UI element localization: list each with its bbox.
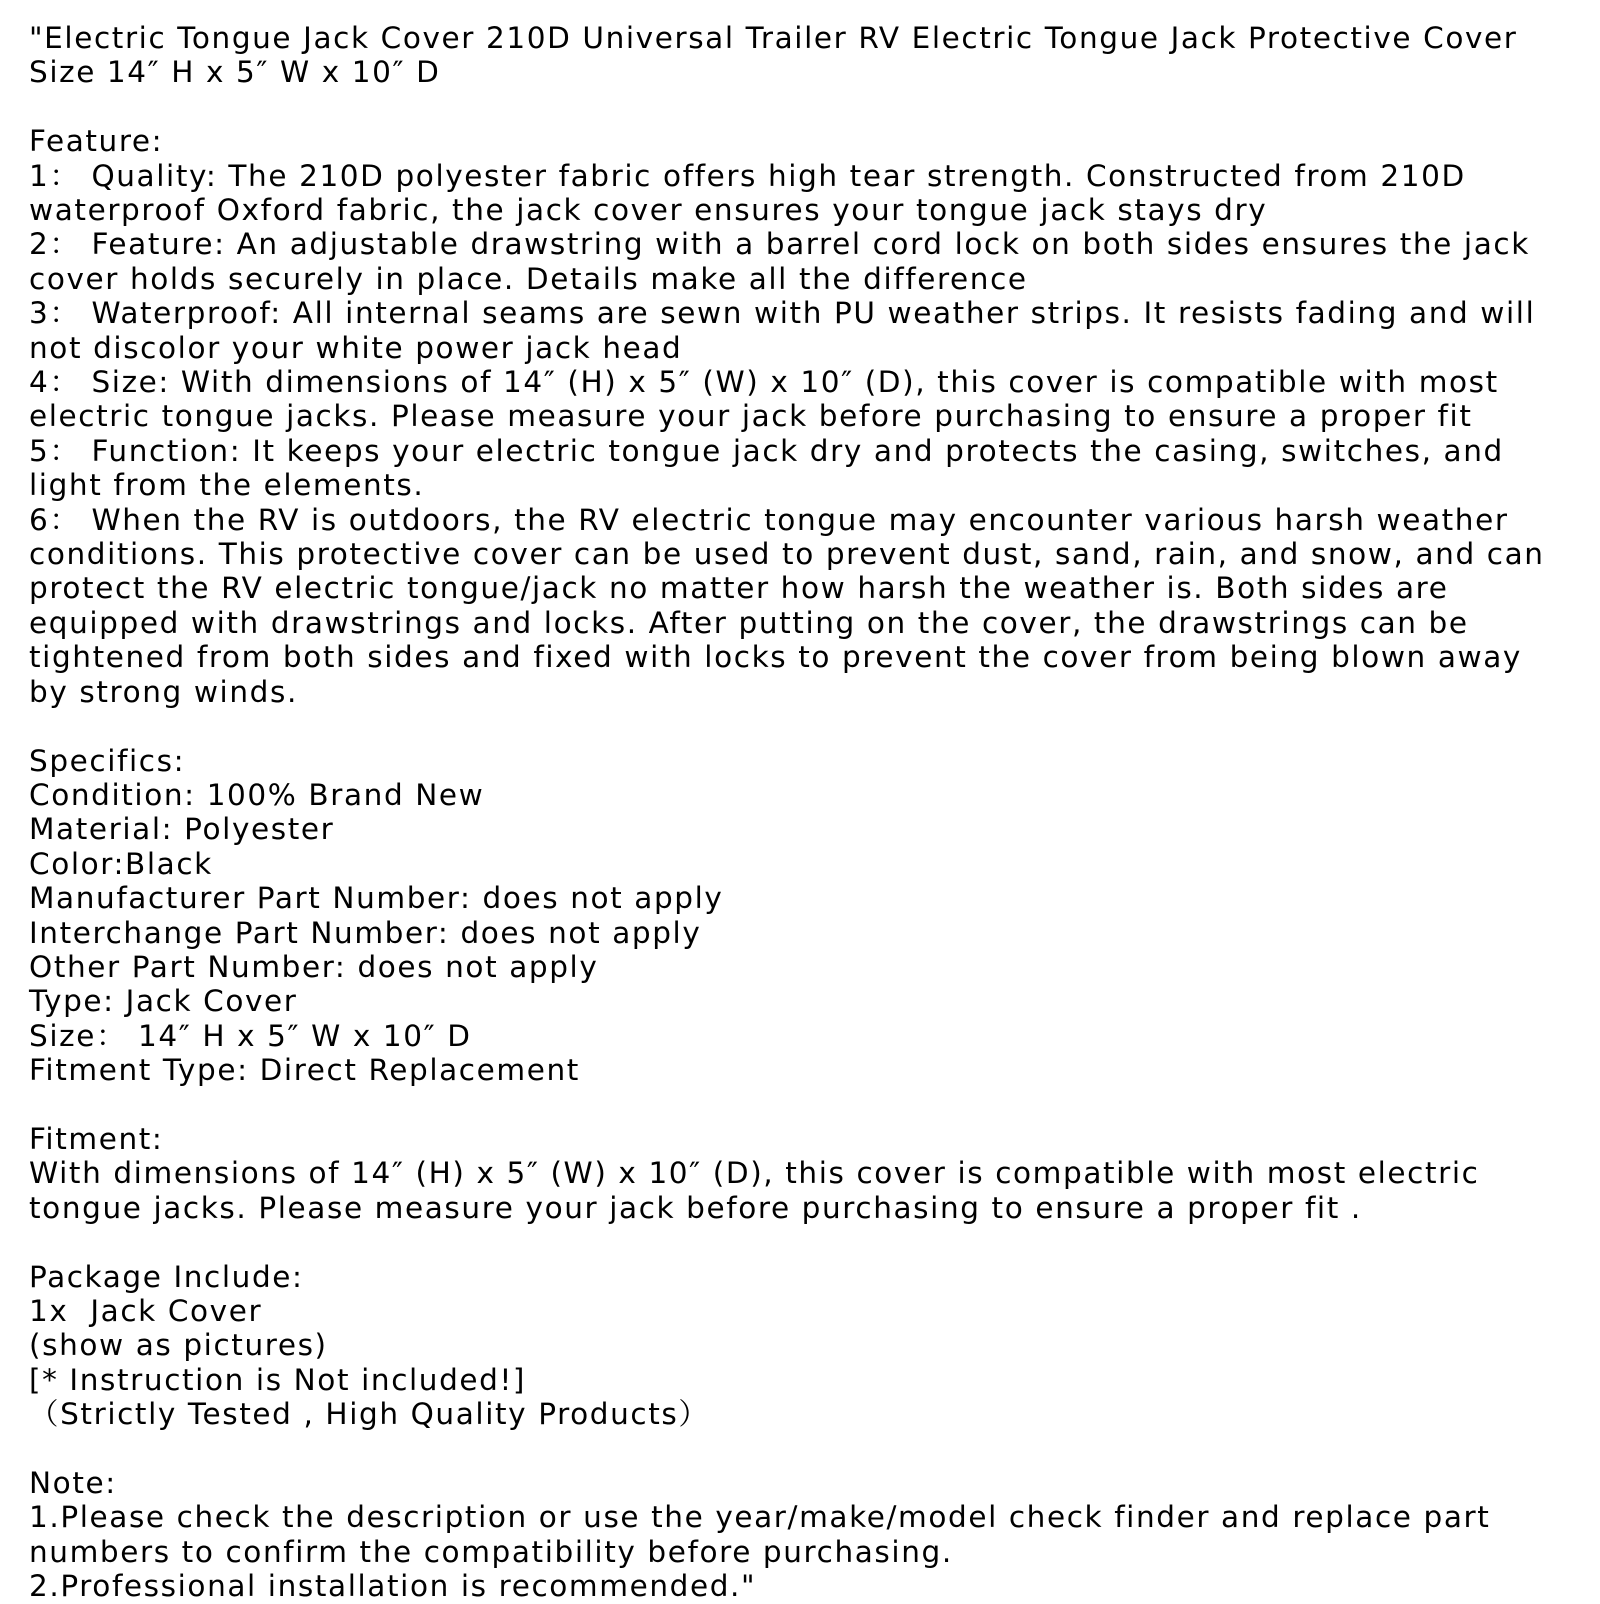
product-description (29, 21, 1589, 1604)
package-line: （Strictly Tested , High Quality Products） (29, 1397, 710, 1432)
note-line: numbers to confirm the compatibility before purchasing. (29, 1534, 953, 1569)
feature-line: tightened from both sides and fixed with locks to prevent the cover from being blown away (29, 640, 1522, 675)
package-line: (show as pictures) (29, 1328, 328, 1363)
feature-line: not discolor your white power jack head (29, 330, 683, 365)
feature-line: light from the elements. (29, 468, 425, 503)
feature-line: electric tongue jacks. Please measure your jack before purchasing to ensure a proper fit (29, 399, 1473, 434)
fitment-line: tongue jacks. Please measure your jack before purchasing to ensure a proper fit . (29, 1190, 1362, 1225)
feature-line: 2： Feature: An adjustable drawstring with a barrel cord lock on both sides ensures the jack (29, 227, 1530, 262)
title-line: "Electric Tongue Jack Cover 210D Universal Trailer RV Electric Tongue Jack Protective Cover (29, 21, 1518, 55)
note-line: 2.Professional installation is recommended." (29, 1569, 757, 1604)
feature-line: 3： Waterproof: All internal seams are sewn with PU weather strips. It resists fading and will (29, 296, 1536, 331)
spacer (29, 1088, 1589, 1122)
spec-line: Condition: 100% Brand New (29, 777, 485, 812)
section-heading: Feature: (29, 124, 164, 159)
spacer (29, 709, 1589, 743)
fitment-line: With dimensions of 14″ (H) x 5″ (W) x 10″ (D), this cover is compatible with most electric (29, 1156, 1480, 1191)
section-heading: Note: (29, 1465, 117, 1500)
spacer (29, 90, 1589, 124)
section-heading: Specifics: (29, 743, 186, 778)
package-line: 1x Jack Cover (29, 1293, 263, 1328)
package-section (29, 1260, 1589, 1432)
specifics-section (29, 744, 1589, 1088)
feature-line: by strong winds. (29, 674, 298, 709)
feature-line: cover holds securely in place. Details make all the difference (29, 261, 1028, 296)
feature-section (29, 124, 1589, 709)
title-block (29, 21, 1589, 90)
note-line: 1.Please check the description or use the year/make/model check finder and replace part (29, 1500, 1491, 1535)
package-line: [* Instruction is Not included!] (29, 1362, 527, 1397)
section-heading: Package Include: (29, 1259, 304, 1294)
spec-line: Size： 14″ H x 5″ W x 10″ D (29, 1018, 472, 1053)
note-section (29, 1466, 1589, 1604)
feature-line: 1： Quality: The 210D polyester fabric offers high tear strength. Constructed from 210D (29, 158, 1466, 193)
feature-line: protect the RV electric tongue/jack no matter how harsh the weather is. Both sides are (29, 571, 1449, 606)
spec-line: Color:Black (29, 846, 213, 881)
spec-line: Other Part Number: does not apply (29, 949, 599, 984)
section-heading: Fitment: (29, 1121, 164, 1156)
feature-line: equipped with drawstrings and locks. After putting on the cover, the drawstrings can be (29, 605, 1469, 640)
spec-line: Type: Jack Cover (29, 984, 298, 1019)
spec-line: Fitment Type: Direct Replacement (29, 1053, 580, 1088)
feature-line: 4： Size: With dimensions of 14″ (H) x 5″ (W) x 10″ (D), this cover is compatible with most (29, 365, 1499, 400)
feature-line: conditions. This protective cover can be used to prevent dust, sand, rain, and snow, and can (29, 537, 1545, 572)
feature-line: 6： When the RV is outdoors, the RV electric tongue may encounter various harsh weather (29, 502, 1509, 537)
feature-line: waterproof Oxford fabric, the jack cover ensures your tongue jack stays dry (29, 193, 1268, 228)
spec-line: Interchange Part Number: does not apply (29, 915, 702, 950)
spacer (29, 1432, 1589, 1466)
spec-line: Material: Polyester (29, 812, 335, 847)
spacer (29, 1225, 1589, 1259)
size-line: Size 14″ H x 5″ W x 10″ D (29, 55, 441, 90)
spec-line: Manufacturer Part Number: does not apply (29, 881, 724, 916)
feature-line: 5： Function: It keeps your electric tongue jack dry and protects the casing, switches, and (29, 433, 1504, 468)
fitment-section (29, 1122, 1589, 1225)
